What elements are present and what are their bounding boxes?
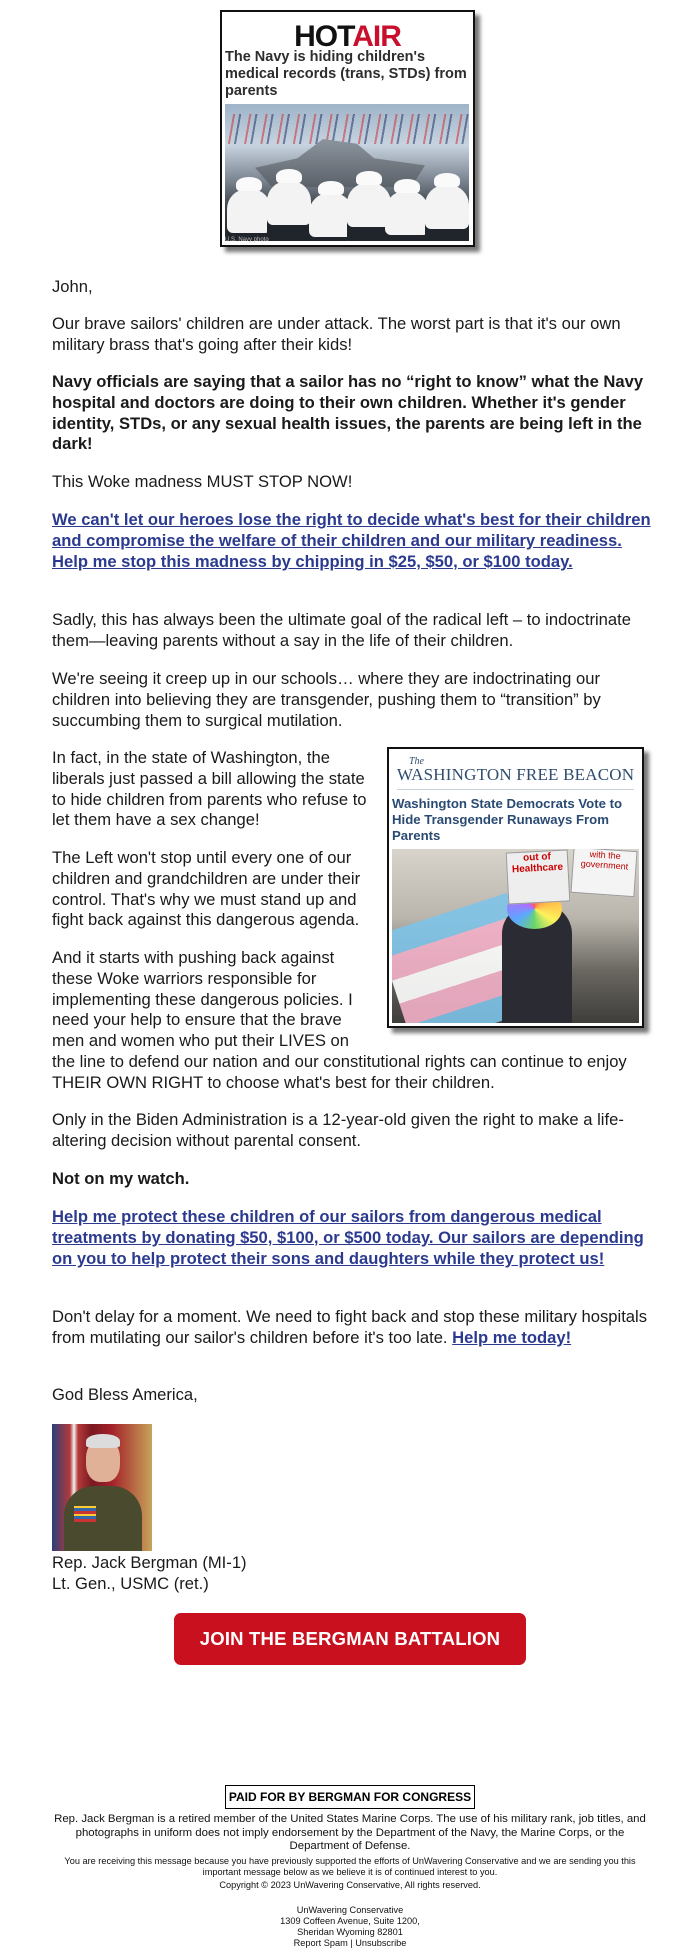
paragraph-13 — [52, 1307, 652, 1349]
navy-sailors-photo — [225, 104, 469, 241]
photo-credit: U.S. Navy photo — [225, 237, 269, 243]
footer-links — [50, 1938, 650, 1949]
paragraph-8: The Left won't stop until every one of our children and grandchildren are under their control. That's why we must stand up and fight back against this dangerous agenda. — [52, 848, 361, 930]
paid-for-disclaimer-box: PAID FOR BY BERGMAN FOR CONGRESS — [225, 1785, 475, 1809]
beacon-logo-the: The — [409, 756, 424, 767]
paragraph-6: We're seeing it creep up in our schools… where they are indoctrinating our children into believing they are transgender, pushing them to “transition” by succumbing them to surgical mutilation. — [52, 669, 601, 730]
donate-link-1[interactable]: We can't let our heroes lose the right to decide what's best for their children and compromise the welfare of their children and our military readiness. Help me stop this madness by chipping in $25, $50, or $100 today. — [52, 510, 651, 571]
bergman-portrait — [52, 1424, 152, 1551]
organization-name: UnWavering Conservative — [296, 1905, 404, 1915]
beacon-logo: WASHINGTON FREE BEACON — [396, 765, 635, 784]
military-disclaimer: Rep. Jack Bergman is a retired member of the United States Marine Corps. The use of his military rank, job titles, and photographs in uniform does not imply endorsement by the Department of the Navy, the Marine Corps, or the Department of Defense. — [54, 1813, 646, 1852]
paragraph-7: In fact, in the state of Washington, the liberals just passed a bill allowing the state to hide children from parents who refuse to let them have a sex change! — [52, 748, 367, 830]
report-spam-link[interactable]: Report Spam — [293, 1938, 348, 1948]
donate-link-2[interactable]: Help me protect these children of our sailors from dangerous medical treatments by donating $50, $100, or $500 today. Our sailors are depending on you to help protect their sons and daughters while they protect us! — [52, 1207, 644, 1268]
paragraph-13-text: Don't delay for a moment. We need to fight back and stop these military hospitals from mutilating our sailor's children before it's too late. — [52, 1307, 648, 1347]
unsubscribe-link[interactable]: Unsubscribe — [355, 1938, 407, 1948]
signature-name: Rep. Jack Bergman (MI-1) — [52, 1553, 247, 1572]
address-line-2: Sheridan Wyoming 82801 — [297, 1927, 403, 1937]
paragraph-10: Only in the Biden Administration is a 12-year-old given the right to make a life-altering decision without parental consent. — [52, 1110, 624, 1150]
hotair-logo: HOTAIR — [294, 20, 401, 53]
hotair-article-image[interactable] — [220, 10, 475, 247]
paragraph-5: Sadly, this has always been the ultimate goal of the radical left – to indoctrinate them—leaving parents without a say in the life of their children. — [52, 610, 631, 650]
protester-photo — [392, 849, 639, 1023]
free-beacon-article-image[interactable] — [387, 747, 644, 1028]
copyright: Copyright © 2023 UnWavering Conservative, All rights reserved. — [219, 1880, 481, 1890]
paragraph-11: Not on my watch. — [52, 1169, 190, 1188]
join-battalion-button[interactable]: JOIN THE BERGMAN BATTALION — [174, 1613, 526, 1665]
protest-sign-2: with the government — [570, 849, 637, 897]
paragraph-9-wrap: And it starts with pushing back against these Woke warriors responsible for implementing these dangerous policies. I need your help to ensure that the brave men and women who put their LIVES on — [52, 948, 353, 1051]
paragraph-3: This Woke madness MUST STOP NOW! — [52, 472, 353, 491]
paragraph-2: Navy officials are saying that a sailor has no “right to know” what the Navy hospital and doctors are doing to their own children. Whether it's gender identity, STDs, or any sexual health issues, the parents are being left in the dark! — [52, 372, 644, 454]
subscription-notice: You are receiving this message because you have previously supported the efforts of UnWavering Conservative and we are sending you this important message below as we believe it is of continued interest to you. — [64, 1856, 636, 1877]
hotair-headline: The Navy is hiding children's medical records (trans, STDs) from parents — [225, 49, 467, 99]
paragraph-1: Our brave sailors' children are under attack. The worst part is that it's our own military brass that's going after their kids! — [52, 314, 621, 354]
protest-sign: out of Healthcare — [506, 849, 571, 904]
footer-link-separator: | — [347, 1938, 356, 1948]
beacon-divider — [397, 789, 634, 790]
salutation: John, — [52, 277, 93, 296]
beacon-headline: Washington State Democrats Vote to Hide Transgender Runaways From Parents — [392, 796, 623, 843]
closing: God Bless America, — [52, 1385, 198, 1404]
help-me-today-link[interactable]: Help me today! — [452, 1327, 572, 1347]
address-line-1: 1309 Coffeen Avenue, Suite 1200, — [280, 1916, 420, 1926]
signature-title: Lt. Gen., USMC (ret.) — [52, 1574, 209, 1593]
paragraph-9-cont: the line to defend our nation and our constitutional rights can continue to enjoy THEIR OWN RIGHT to choose what's best for their children. — [52, 1052, 627, 1092]
